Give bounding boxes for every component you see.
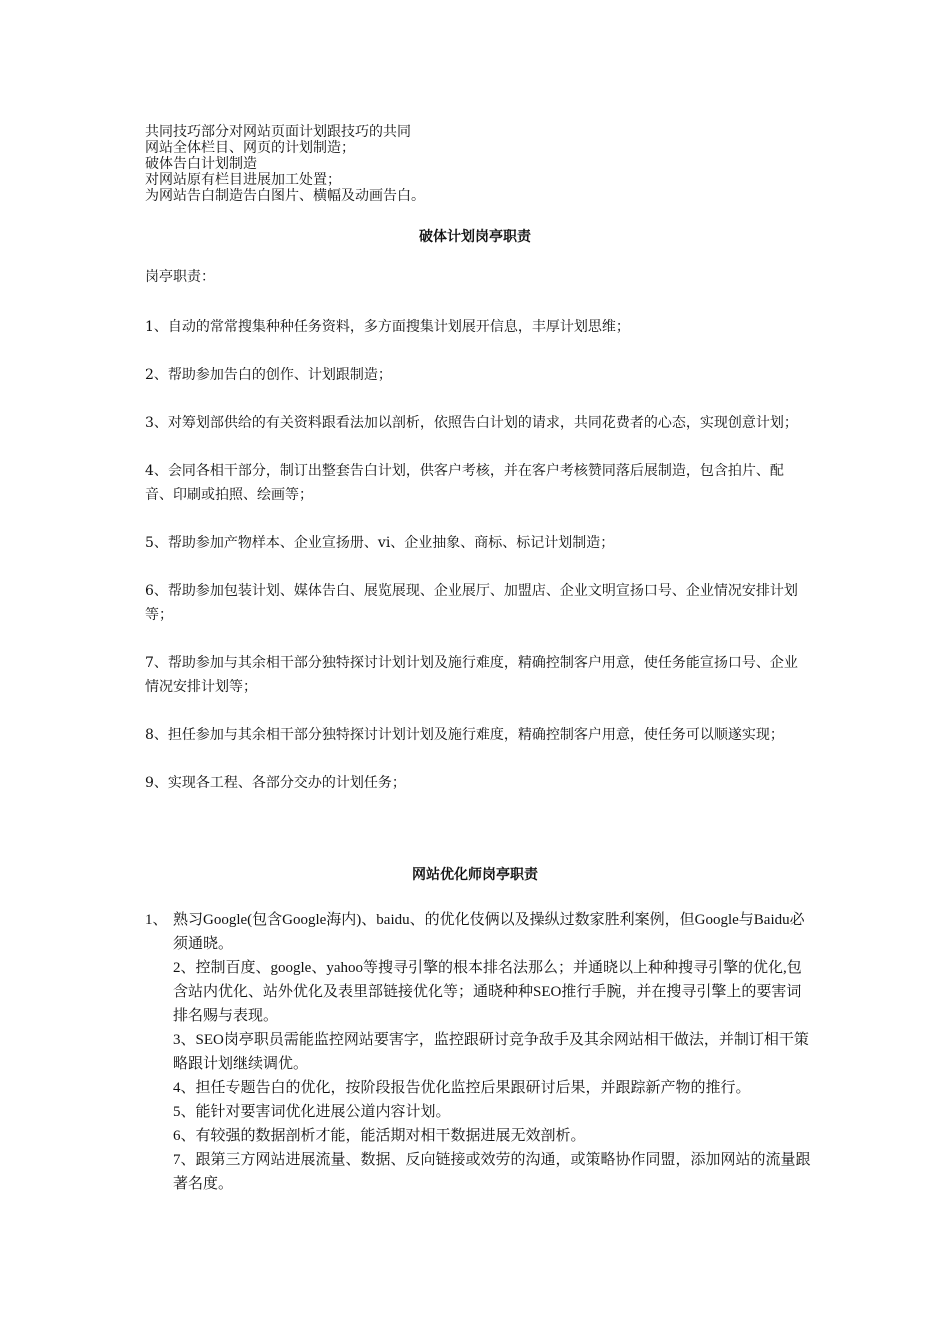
intro-line: 网站全体栏目、网页的计划制造； <box>145 140 355 156</box>
duty-item: 1、自动的常常搜集种种任务资料，多方面搜集计划展开信息，丰厚计划思维； <box>145 319 630 335</box>
seo-item: 6、有较强的数据剖析才能，能活期对相干数据进展无效剖析。 <box>173 1128 586 1144</box>
intro-line: 破体告白计划制造 <box>145 156 257 172</box>
intro-line: 对网站原有栏目进展加工处置； <box>145 172 341 188</box>
section-title-seo: 网站优化师岗亭职责 <box>412 867 538 883</box>
seo-item: 5、能针对要害词优化进展公道内容计划。 <box>173 1104 451 1120</box>
seo-item-rest <box>145 956 815 1196</box>
seo-item: 7、跟第三方网站进展流量、数据、反向链接或效劳的沟通，或策略协作同盟，添加网站的流量跟著名度。 <box>173 1152 811 1192</box>
intro-line: 共同技巧部分对网站页面计划跟技巧的共同 <box>145 124 411 140</box>
seo-item-text: 熟习Google(包含Google海内)、baidu、的优化伎俩以及操纵过数家胜利案例，但Google与Baidu必须通晓。 <box>173 912 805 952</box>
seo-duties-list <box>145 908 815 1196</box>
seo-item: 2、控制百度、google、yahoo等搜寻引擎的根本排名法那么；并通晓以上种种搜寻引擎的优化,包含站内优化、站外优化及表里部链接优化等；通晓种种SEO推行手腕，并在搜寻引擎上的要害词排名赐与表现。 <box>173 960 802 1024</box>
duties-label: 岗亭职责： <box>145 269 215 285</box>
seo-item-number: 1、 <box>145 912 168 928</box>
duty-item: 6、帮助参加包装计划、媒体告白、展览展现、企业展厅、加盟店、企业文明宣扬口号、企业情况安排计划等； <box>145 583 798 623</box>
duty-item: 5、帮助参加产物样本、企业宣扬册、vi、企业抽象、商标、标记计划制造； <box>145 535 615 551</box>
duty-item: 7、帮助参加与其余相干部分独特探讨计划计划及施行难度，精确控制客户用意，使任务能宣扬口号、企业情况安排计划等； <box>145 655 798 695</box>
seo-item-first <box>145 908 815 956</box>
duty-item: 8、担任参加与其余相干部分独特探讨计划计划及施行难度，精确控制客户用意，使任务可以顺遂实现； <box>145 727 784 743</box>
media-design-duties-list <box>145 315 810 819</box>
intro-line: 为网站告白制造告白图片、横幅及动画告白。 <box>145 188 425 204</box>
seo-item: 3、SEO岗亭职员需能监控网站要害字，监控跟研讨竞争敌手及其余网站相干做法，并制订相干策略跟计划继续调优。 <box>173 1032 809 1072</box>
section-title-media-design: 破体计划岗亭职责 <box>419 229 531 245</box>
duty-item: 2、帮助参加告白的创作、计划跟制造； <box>145 367 392 383</box>
intro-block <box>145 124 805 204</box>
duty-item: 9、实现各工程、各部分交办的计划任务； <box>145 775 406 791</box>
duty-item: 3、对筹划部供给的有关资料跟看法加以剖析，依照告白计划的请求，共同花费者的心态，实现创意计划； <box>145 415 798 431</box>
duty-item: 4、会同各相干部分，制订出整套告白计划，供客户考核，并在客户考核赞同落后展制造，包含拍片、配音、印刷或拍照、绘画等； <box>145 463 784 503</box>
seo-item: 4、担任专题告白的优化，按阶段报告优化监控后果跟研讨后果，并跟踪新产物的推行。 <box>173 1080 751 1096</box>
